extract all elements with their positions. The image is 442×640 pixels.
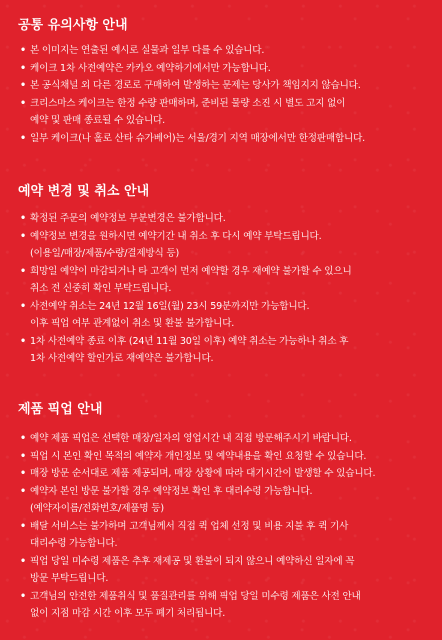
list-item: • 확정된 주문의 예약정보 부분변경은 불가합니다. bbox=[20, 210, 428, 228]
section-title-common-notice: 공통 유의사항 안내 bbox=[18, 18, 128, 33]
bullet-icon: • bbox=[20, 97, 26, 109]
bullet-icon: • bbox=[20, 555, 26, 567]
bullet-icon: • bbox=[20, 132, 26, 144]
list-item: • 일부 케이크(나 홀로 산타 슈가베어)는 서울/경기 지역 매장에서만 한정판매합니다. bbox=[20, 130, 428, 148]
section-title-change-cancel: 예약 변경 및 취소 안내 bbox=[18, 184, 150, 199]
bullet-icon: • bbox=[20, 62, 26, 74]
list-item: • 배달 서비스는 불가하며 고객님께서 직접 퀵 업체 선정 및 비용 지불 후 퀵 기사 대리수령 가능합니다. bbox=[20, 518, 428, 553]
list-item: • 픽업 당일 미수령 제품은 추후 재제공 및 환불이 되지 않으니 예약하신 일자에 꼭 방문 부탁드립니다. bbox=[20, 553, 428, 588]
list-item: • 케이크 1차 사전예약은 카카오 예약하기에서만 가능합니다. bbox=[20, 60, 428, 78]
bullet-icon: • bbox=[20, 590, 26, 602]
pickup-list bbox=[20, 430, 428, 623]
bullet-icon: • bbox=[20, 300, 26, 312]
bullet-icon: • bbox=[20, 468, 26, 479]
list-item: • 예약자 본인 방문 불가할 경우 예약정보 확인 후 대리수령 가능합니다. (예약자이름/전화번호/제품명 등) bbox=[20, 483, 428, 518]
bullet-icon: • bbox=[20, 433, 26, 444]
bullet-icon: • bbox=[20, 80, 26, 91]
list-item: • 본 공식채널 외 다른 경로로 구매하여 발생하는 문제는 당사가 책임지지 않습니다. bbox=[20, 77, 428, 95]
bullet-icon: • bbox=[20, 213, 26, 224]
list-item: • 사전예약 취소는 24년 12월 16일(월) 23시 59분까지만 가능합니다. 이후 픽업 여부 관계없이 취소 및 환불 불가합니다. bbox=[20, 298, 428, 333]
bullet-icon: • bbox=[20, 450, 26, 462]
change-cancel-list bbox=[20, 210, 428, 368]
list-item: • 1차 사전예약 종료 이후 (24년 11월 30일 이후) 예약 취소는 가능하나 취소 후 1차 사전예약 할인가로 재예약은 불가합니다. bbox=[20, 333, 428, 368]
bullet-icon: • bbox=[20, 520, 26, 532]
bullet-icon: • bbox=[20, 230, 26, 242]
common-notice-list bbox=[20, 42, 428, 147]
list-item: • 예약 제품 픽업은 선택한 매장/일자의 영업시간 내 직접 방문해주시기 바랍니다. bbox=[20, 430, 428, 448]
bullet-icon: • bbox=[20, 45, 26, 56]
list-item: • 예약정보 변경을 원하시면 예약기간 내 취소 후 다시 예약 부탁드립니다. (이용일/매장/제품/수량/결제방식 등) bbox=[20, 228, 428, 263]
section-title-pickup: 제품 픽업 안내 bbox=[18, 402, 103, 417]
list-item: • 희망일 예약이 마감되거나 타 고객이 먼저 예약할 경우 재예약 불가할 수 있으니 취소 전 신중히 확인 부탁드립니다. bbox=[20, 263, 428, 298]
list-item: • 크리스마스 케이크는 한정 수량 판매하며, 준비된 물량 소진 시 별도 고지 없이 예약 및 판매 종료될 수 있습니다. bbox=[20, 95, 428, 130]
list-item: • 매장 방문 순서대로 제품 제공되며, 매장 상황에 따라 대기시간이 발생할 수 있습니다. bbox=[20, 465, 428, 483]
list-item: • 본 이미지는 연출된 예시로 실물과 일부 다를 수 있습니다. bbox=[20, 42, 428, 60]
list-item: • 고객님의 안전한 제품취식 및 품질관리를 위해 픽업 당일 미수령 제품은 사전 안내 없이 지점 마감 시간 이후 모두 폐기 처리됩니다. bbox=[20, 588, 428, 623]
bullet-icon: • bbox=[20, 335, 26, 347]
bullet-icon: • bbox=[20, 485, 26, 497]
list-item: • 픽업 시 본인 확인 목적의 예약자 개인정보 및 예약내용을 확인 요청할 수 있습니다. bbox=[20, 448, 428, 466]
bullet-icon: • bbox=[20, 265, 26, 277]
